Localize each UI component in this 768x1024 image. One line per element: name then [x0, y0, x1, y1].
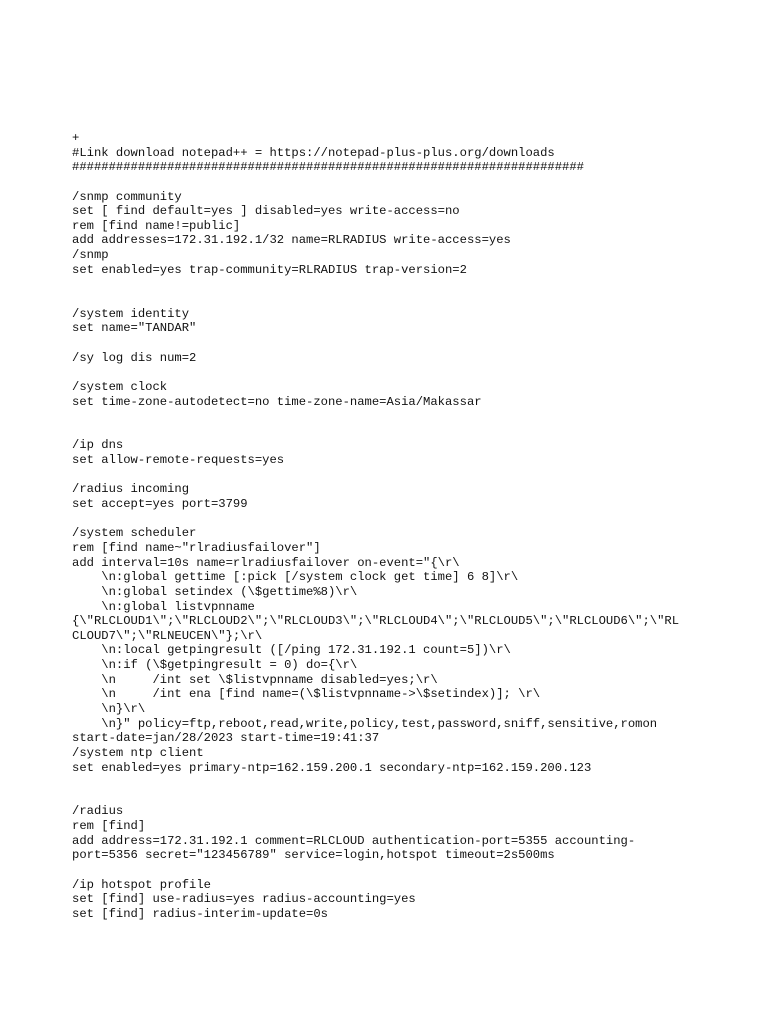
- code-line: [72, 775, 752, 790]
- code-line: /ip hotspot profile: [72, 877, 211, 892]
- code-line: set allow-remote-requests=yes: [72, 453, 285, 468]
- code-line: [72, 277, 752, 292]
- code-line: \n:if (\$getpingresult = 0) do={\r\: [72, 658, 358, 673]
- code-line: [72, 790, 752, 805]
- code-line: set name="TANDAR": [72, 321, 197, 336]
- code-line: rem [find]: [72, 819, 146, 834]
- code-line: \n}" policy=ftp,reboot,read,write,policy,test,password,sniff,sensitive,romon: [72, 716, 658, 731]
- code-line: [72, 468, 752, 483]
- code-line: /radius incoming: [72, 482, 190, 497]
- code-line: \n /int ena [find name=(\$listvpnname->\$setindex)]; \r\: [72, 687, 541, 702]
- code-line: \n /int set \$listvpnname disabled=yes;\r\: [72, 672, 438, 687]
- code-line: /sy log dis num=2: [72, 350, 197, 365]
- code-line: [72, 863, 752, 878]
- code-line: /ip dns: [72, 438, 124, 453]
- code-line: set enabled=yes primary-ntp=162.159.200.1 secondary-ntp=162.159.200.123: [72, 760, 592, 775]
- code-line: \n:local getpingresult ([/ping 172.31.192.1 count=5])\r\: [72, 643, 511, 658]
- code-line: +: [72, 131, 80, 145]
- code-line: [72, 365, 752, 380]
- code-line: [72, 336, 752, 351]
- code-line: /radius: [72, 804, 124, 819]
- code-line: set accept=yes port=3799: [72, 497, 248, 512]
- code-line: [72, 409, 752, 424]
- code-line: /system scheduler: [72, 526, 197, 541]
- code-line: {\"RLCLOUD1\";\"RLCLOUD2\";\"RLCLOUD3\";\"RLCLOUD4\";\"RLCLOUD5\";\"RLCLOUD6\";\"RL: [72, 614, 680, 629]
- code-line: start-date=jan/28/2023 start-time=19:41:37: [72, 731, 380, 746]
- code-line: add addresses=172.31.192.1/32 name=RLRADIUS write-access=yes: [72, 233, 511, 248]
- code-line: /system ntp client: [72, 745, 204, 760]
- code-line: add address=172.31.192.1 comment=RLCLOUD authentication-port=5355 accounting-: [72, 833, 636, 848]
- document-page: [72, 131, 752, 922]
- code-line: CLOUD7\";\"RLNEUCEN\"};\r\: [72, 628, 263, 643]
- code-line: add interval=10s name=rlradiusfailover on-event="{\r\: [72, 555, 460, 570]
- code-line: \n}\r\: [72, 701, 146, 716]
- code-line: rem [find name~"rlradiusfailover"]: [72, 540, 321, 555]
- code-line: rem [find name!=public]: [72, 218, 241, 233]
- code-line: [72, 175, 752, 190]
- code-line: /system identity: [72, 306, 190, 321]
- code-line: \n:global setindex (\$gettime%8)\r\: [72, 584, 358, 599]
- code-line: set [ find default=yes ] disabled=yes write-access=no: [72, 204, 460, 219]
- code-line: [72, 424, 752, 439]
- code-line: port=5356 secret="123456789" service=login,hotspot timeout=2s500ms: [72, 848, 555, 863]
- code-line: set [find] use-radius=yes radius-accounting=yes: [72, 892, 416, 907]
- code-line: /snmp community: [72, 189, 182, 204]
- code-line: \n:global gettime [:pick [/system clock get time] 6 8]\r\: [72, 570, 519, 585]
- code-line: set enabled=yes trap-community=RLRADIUS trap-version=2: [72, 262, 467, 277]
- code-line: ######################################################################: [72, 160, 584, 175]
- code-line: \n:global listvpnname: [72, 599, 255, 614]
- code-line: /system clock: [72, 379, 168, 394]
- code-line: set [find] radius-interim-update=0s: [72, 906, 328, 921]
- code-line: /snmp: [72, 248, 109, 263]
- code-line: [72, 512, 752, 527]
- code-line: set time-zone-autodetect=no time-zone-name=Asia/Makassar: [72, 394, 482, 409]
- code-line: #Link download notepad++ = https://notepad-plus-plus.org/downloads: [72, 145, 555, 160]
- code-line: [72, 292, 752, 307]
